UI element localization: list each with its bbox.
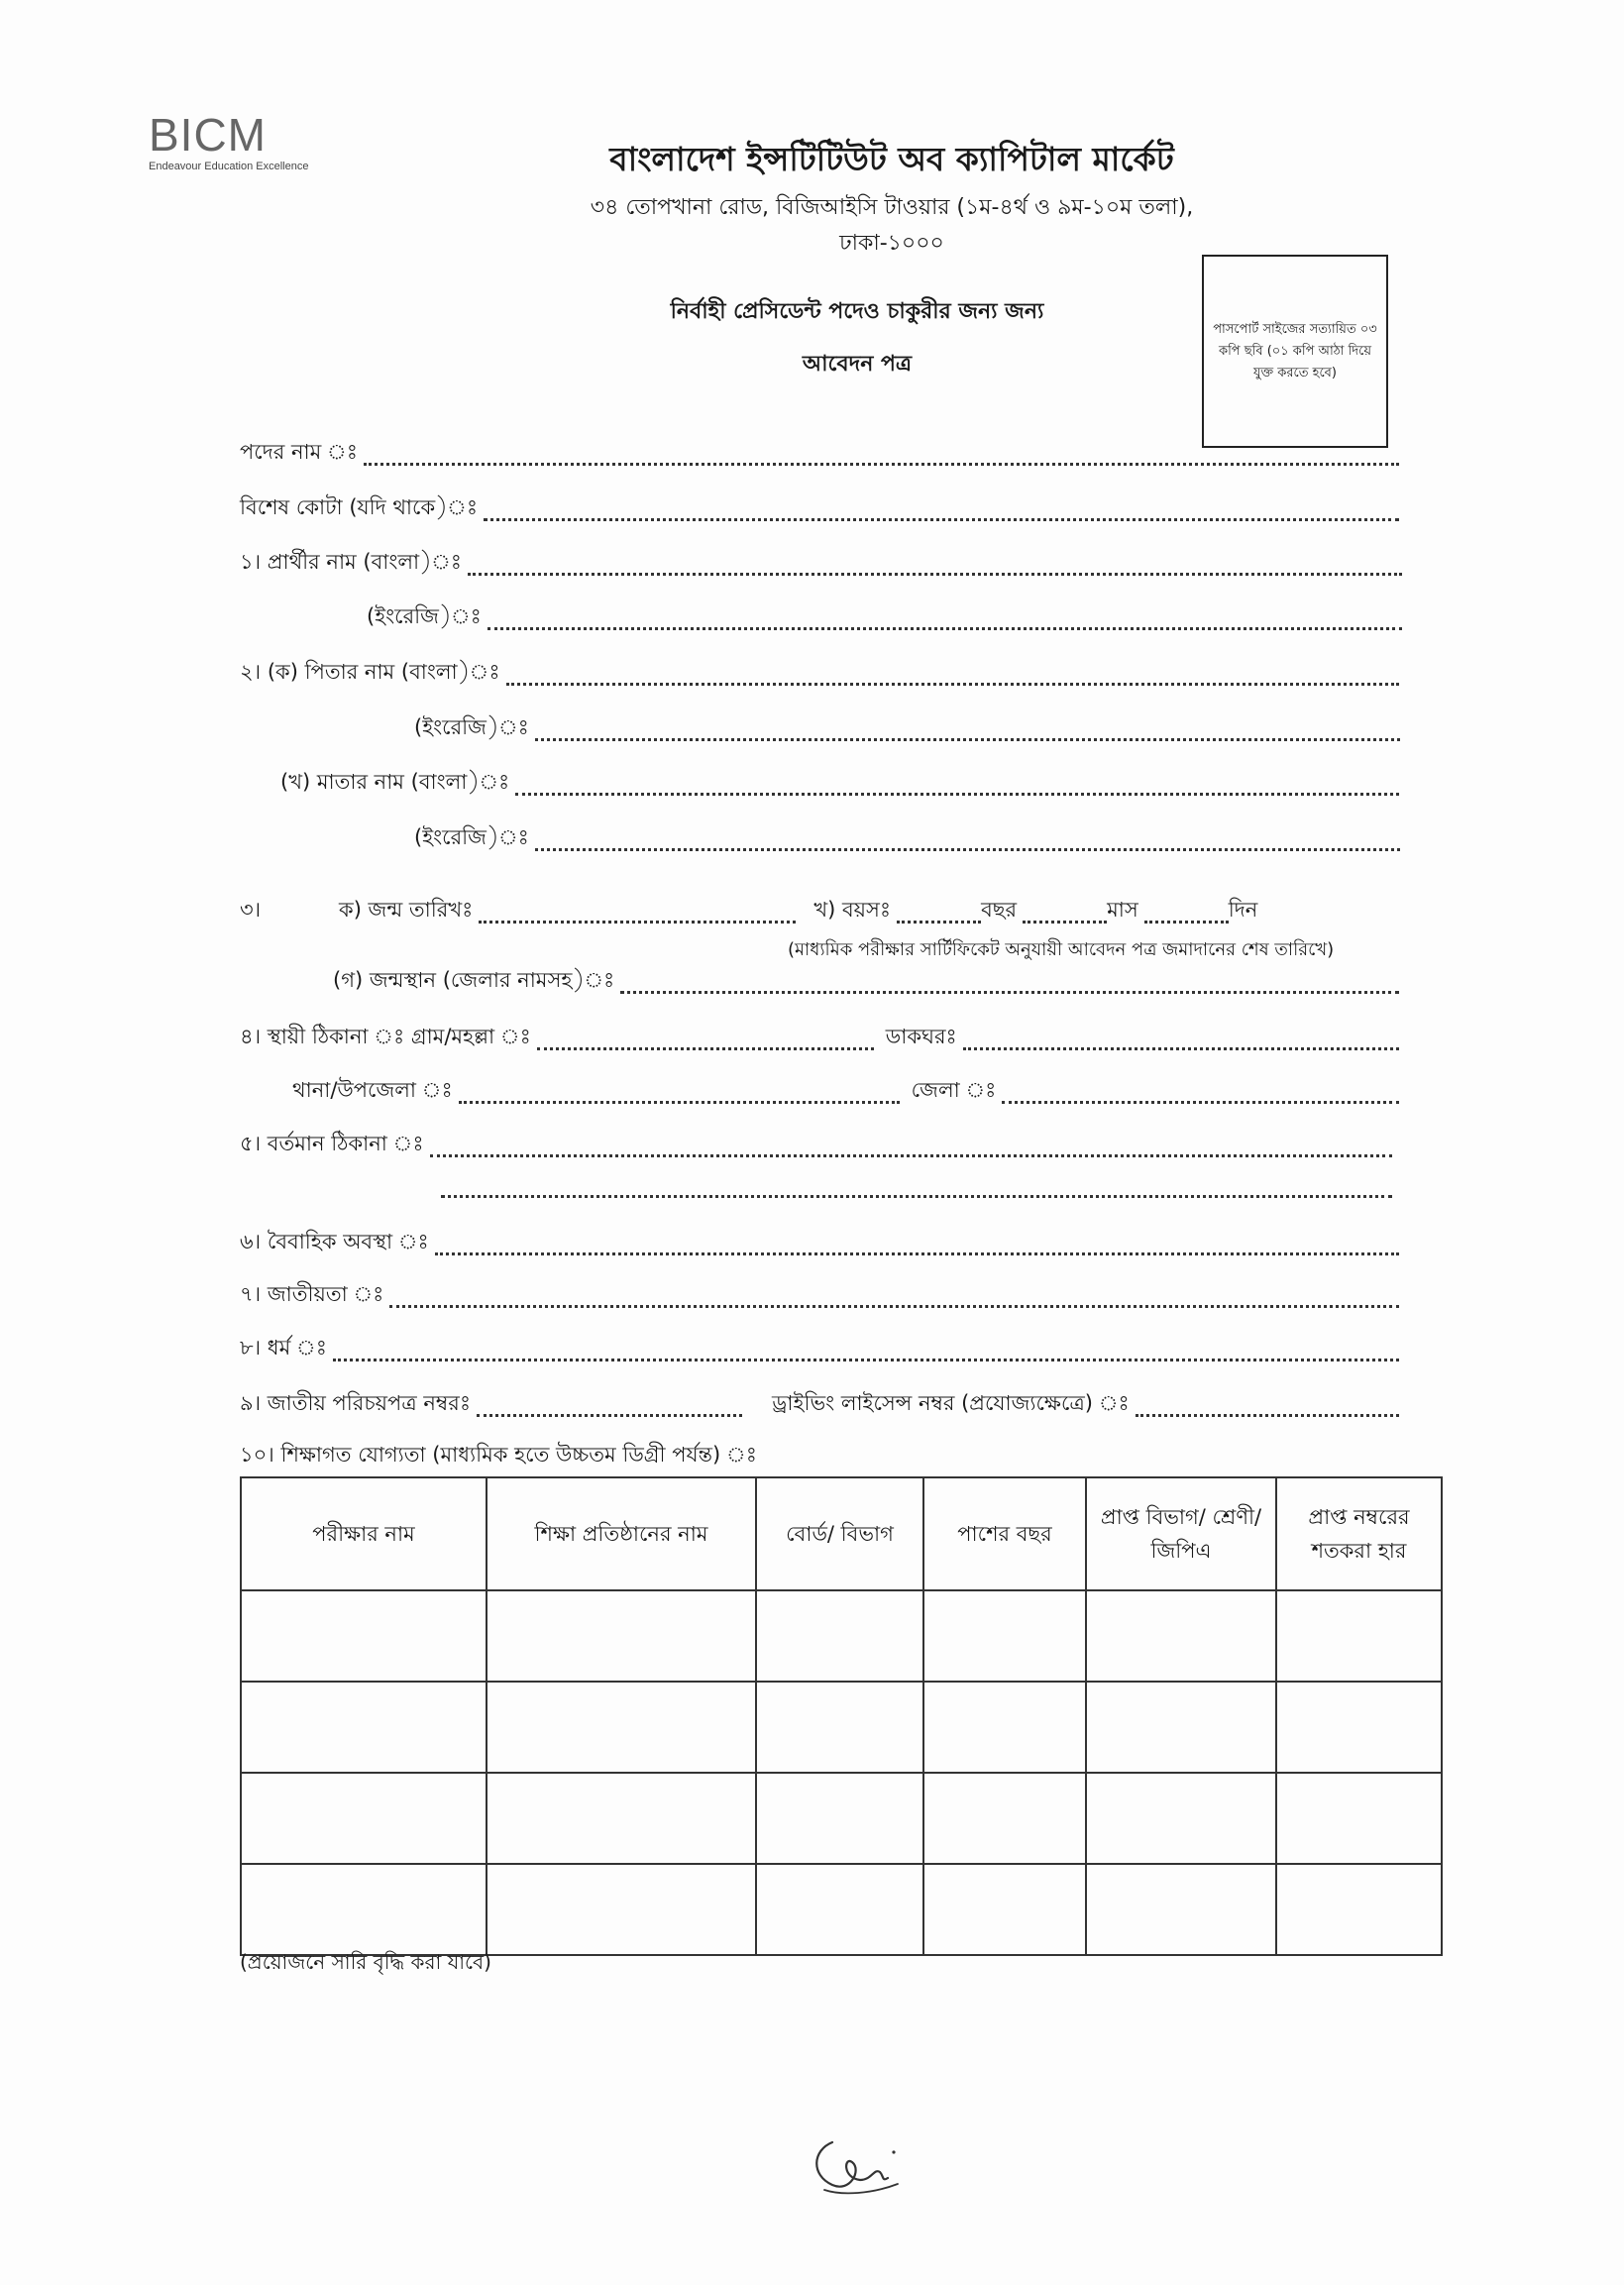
label-age-year: বছর [981,898,1018,922]
table-row [241,1773,1442,1864]
blank-mother-name-bn[interactable] [515,793,1399,796]
form-title: আবেদন পত্র [802,352,913,377]
table-cell[interactable] [241,1773,487,1864]
field-mother-name-en[interactable] [414,821,1400,856]
label-father-name-en: (ইংরেজি)ঃ [414,715,529,739]
field-post-name[interactable] [240,436,1399,471]
blank-post-name[interactable] [364,463,1399,466]
blank-thana[interactable] [459,1101,900,1104]
col-institution-name: শিক্ষা প্রতিষ্ঠানের নাম [487,1477,756,1590]
blank-father-name-en[interactable] [535,738,1400,741]
label-mother-name-bn: (খ) মাতার নাম (বাংলা)ঃ [280,770,510,794]
label-driving-license: ড্রাইভিং লাইসেন্স নম্বর (প্রযোজ্যক্ষেত্রে) ঃ [772,1391,1130,1415]
col-exam-name: পরীক্ষার নাম [241,1477,487,1590]
blank-religion[interactable] [333,1359,1399,1361]
table-row [241,1682,1442,1773]
label-present-address: ৫। বর্তমান ঠিকানা ঃ [240,1132,424,1155]
field-applicant-name-en[interactable] [367,600,1402,635]
label-nationality: ৭। জাতীয়তা ঃ [240,1282,384,1306]
bicm-logo [149,111,347,172]
field-religion[interactable] [240,1332,1399,1366]
blank-applicant-name-en[interactable] [487,627,1402,630]
blank-applicant-name-bn[interactable] [468,573,1402,576]
label-item-3: ৩। [240,898,262,922]
photo-box-text: পাসপোর্ট সাইজের সত্যায়িত ০৩ কপি ছবি (০১ কপি আঠা দিয়ে যুক্ত করতে হবে) [1213,321,1377,381]
field-marital-status[interactable] [240,1226,1399,1260]
table-cell[interactable] [241,1864,487,1955]
table-cell[interactable] [241,1590,487,1682]
label-post-name: পদের নাম ঃ [240,440,358,464]
col-division-gpa: প্রাপ্ত বিভাগ/ শ্রেণী/ জিপিএ [1086,1477,1276,1590]
field-mother-name-bn[interactable] [280,766,1399,801]
blank-driving-license[interactable] [1136,1414,1399,1417]
blank-age-months[interactable] [1023,921,1107,924]
label-applicant-name-bn: ১। প্রার্থীর নাম (বাংলা)ঃ [240,550,462,574]
label-father-name-bn: ২। (ক) পিতার নাম (বাংলা)ঃ [240,660,500,684]
blank-age-days[interactable] [1144,921,1229,924]
field-birthplace[interactable] [333,964,1399,999]
signature-mark [803,2130,912,2200]
table-cell[interactable] [487,1590,756,1682]
label-marital-status: ৬। বৈবাহিক অবস্থা ঃ [240,1230,429,1253]
blank-father-name-bn[interactable] [506,683,1399,686]
table-cell[interactable] [756,1864,923,1955]
field-present-address[interactable] [240,1128,1392,1162]
table-cell[interactable] [487,1864,756,1955]
education-heading: ১০। শিক্ষাগত যোগ্যতা (মাধ্যমিক হতে উচ্চতম ডিগ্রী পর্যন্ত) ঃ [240,1443,757,1467]
table-cell[interactable] [1276,1773,1442,1864]
blank-dob[interactable] [479,921,796,924]
blank-special-quota[interactable] [484,518,1399,521]
col-passing-year: পাশের বছর [923,1477,1086,1590]
field-dob-age[interactable] [240,894,1409,928]
label-district: জেলা ঃ [911,1078,997,1102]
label-nid: ৯। জাতীয় পরিচয়পত্র নম্বরঃ [240,1391,472,1415]
label-thana: থানা/উপজেলা ঃ [292,1078,453,1102]
logo-tagline: Endeavour Education Excellence [149,161,309,172]
label-age-month: মাস [1107,898,1138,922]
label-mother-name-en: (ইংরেজি)ঃ [414,825,529,849]
table-cell[interactable] [1276,1590,1442,1682]
label-dob: ক) জন্ম তারিখঃ [339,898,474,922]
blank-present-address-2[interactable] [441,1195,1392,1198]
field-nationality[interactable] [240,1278,1399,1313]
logo-wordmark [149,111,347,159]
blank-nid[interactable] [477,1414,742,1417]
table-cell[interactable] [756,1682,923,1773]
label-post-office: ডাকঘরঃ [885,1025,957,1048]
label-perm-village: ৪। স্থায়ী ঠিকানা ঃ গ্রাম/মহল্লা ঃ [240,1025,531,1048]
photo-box [1202,255,1388,448]
table-header-row [241,1477,1442,1590]
label-age: খ) বয়সঃ [813,898,892,922]
address-line-1: ৩৪ তোপখানা রোড, বিজিআইসি টাওয়ার (১ম-৪র্থ ও ৯ম-১০ম তলা), [590,195,1194,220]
table-cell[interactable] [487,1682,756,1773]
blank-age-years[interactable] [897,921,981,924]
blank-birthplace[interactable] [620,991,1399,994]
blank-marital-status[interactable] [435,1252,1399,1255]
table-cell[interactable] [923,1682,1086,1773]
blank-perm-village[interactable] [537,1047,874,1050]
label-age-day: দিন [1228,898,1258,922]
table-cell[interactable] [923,1864,1086,1955]
blank-nationality[interactable] [389,1305,1399,1308]
address-line-2: ঢাকা-১০০০ [839,231,944,256]
table-cell[interactable] [1086,1682,1276,1773]
table-cell[interactable] [1086,1864,1276,1955]
field-father-name-bn[interactable] [240,656,1399,691]
label-birthplace: (গ) জন্মস্থান (জেলার নামসহ)ঃ [333,968,615,992]
field-special-quota[interactable] [240,491,1399,526]
table-cell[interactable] [1276,1682,1442,1773]
col-board: বোর্ড/ বিভাগ [756,1477,923,1590]
logo-text: BICM [149,109,267,161]
table-row [241,1590,1442,1682]
field-nid-license[interactable] [240,1387,1399,1422]
table-cell[interactable] [1086,1773,1276,1864]
col-marks-percent: প্রাপ্ত নম্বরের শতকরা হার [1276,1477,1442,1590]
blank-district[interactable] [1002,1101,1399,1104]
table-cell[interactable] [923,1590,1086,1682]
label-religion: ৮। ধর্ম ঃ [240,1336,327,1360]
field-applicant-name-bn[interactable] [240,546,1402,581]
blank-post-office[interactable] [963,1047,1399,1050]
blank-present-address-1[interactable] [430,1154,1392,1157]
table-cell[interactable] [923,1773,1086,1864]
table-cell[interactable] [487,1773,756,1864]
table-cell[interactable] [241,1682,487,1773]
field-thana-district[interactable] [292,1074,1399,1109]
table-cell[interactable] [756,1773,923,1864]
education-table [240,1476,1443,1956]
blank-mother-name-en[interactable] [535,848,1400,851]
field-present-address-line-2[interactable] [441,1179,1392,1203]
post-line: নির্বাহী প্রেসিডেন্ট পদেও চাকুরীর জন্য জন্য [670,299,1044,324]
table-cell[interactable] [756,1590,923,1682]
label-applicant-name-en: (ইংরেজি)ঃ [367,604,482,628]
label-special-quota: বিশেষ কোটা (যদি থাকে)ঃ [240,495,479,519]
field-father-name-en[interactable] [414,711,1400,746]
table-row [241,1864,1442,1955]
field-permanent-address[interactable] [240,1021,1399,1055]
table-cell[interactable] [1086,1590,1276,1682]
table-cell[interactable] [1276,1864,1442,1955]
age-note: (মাধ্যমিক পরীক্ষার সার্টিফিকেট অনুযায়ী আবেদন পত্র জমাদানের শেষ তারিখে) [788,939,1335,960]
institute-name: বাংলাদেশ ইন্সটিটিউট অব ক্যাপিটাল মার্কেট [609,140,1174,178]
table-footnote: (প্রয়োজনে সারি বৃদ্ধি করা যাবে) [240,1950,491,1974]
